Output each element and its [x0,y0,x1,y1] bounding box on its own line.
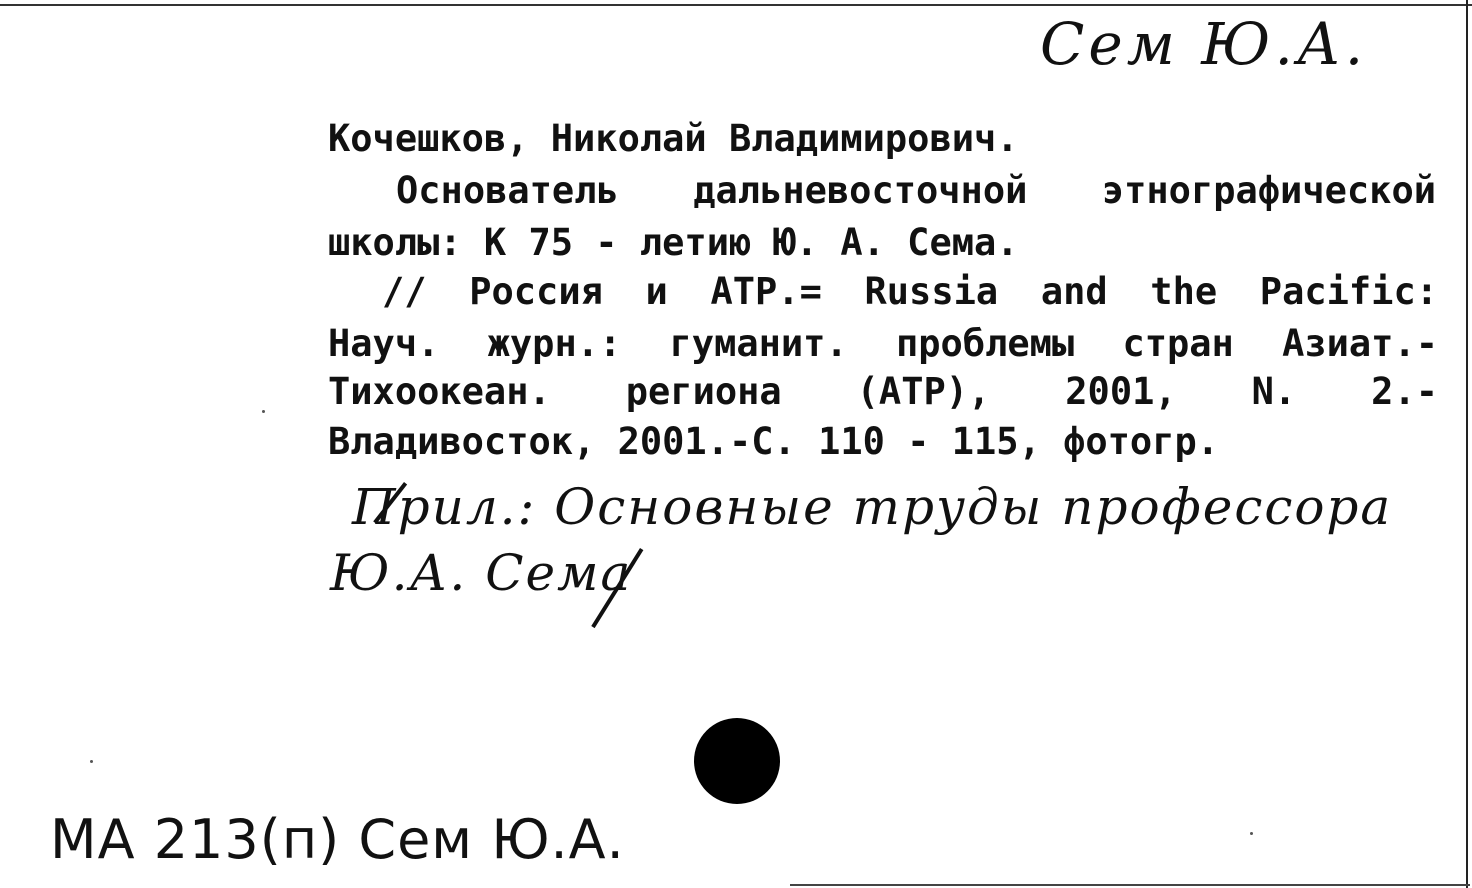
entry-source-line-2: Науч. журн.: гуманит. проблемы стран Азиат.- [328,322,1438,365]
entry-source-line-1: // Россия и АТР.= Russia and the Pacific: [382,270,1438,313]
call-number: МА 213(п) Сем Ю.А. [50,808,625,871]
punch-hole [694,718,780,804]
entry-author: Кочешков, Николай Владимирович. [328,117,1019,160]
entry-title-line-1: Основатель дальневосточной этнографической [396,169,1436,212]
entry-source-line-3: Тихоокеан. региона (АТР), 2001, N. 2.- [328,370,1438,413]
entry-title-line-2: школы: К 75 - летию Ю. А. Сема. [328,221,1019,264]
entry-source-line-4: Владивосток, 2001.-С. 110 - 115, фотогр. [328,420,1220,463]
speck [90,760,93,763]
handwritten-note-line-2: Ю.А. Сема [330,544,633,602]
handwritten-note-line-1: Прил.: Основные труды профессора [352,478,1393,536]
speck [262,410,265,413]
card-border-right [1466,0,1468,888]
speck [1250,832,1253,835]
handwritten-heading: Сем Ю.А. [1040,10,1368,78]
card-border-top [0,4,1472,6]
card-border-bottom [790,884,1470,886]
